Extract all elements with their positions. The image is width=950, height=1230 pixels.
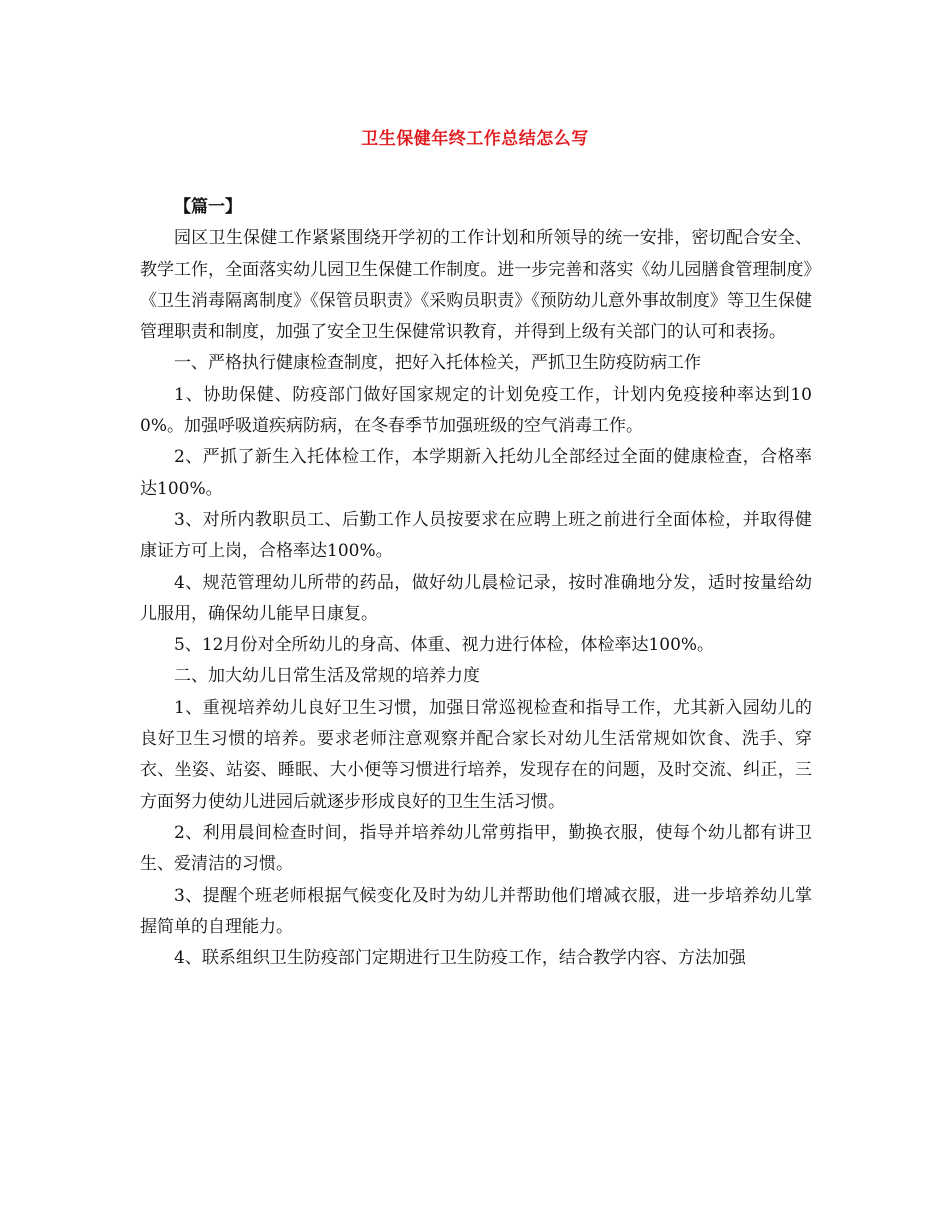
heading-two: 二、加大幼儿日常生活及常规的培养力度 <box>174 666 480 687</box>
paragraph-item-2-4: 4、联系组织卫生防疫部门定期进行卫生防疫工作，结合教学内容、方法加强 <box>174 948 746 969</box>
section-label: 【篇一】 <box>174 197 242 217</box>
paragraph-item-1-2: 2、严抓了新生入托体检工作，本学期新入托幼儿全部经过全面的健康检查，合格率达100%。 <box>140 447 812 499</box>
paragraph-item-1-3: 3、对所内教职员工、后勤工作人员按要求在应聘上班之前进行全面体检，并取得健康证方可上岗，合格率达100%。 <box>140 509 812 562</box>
paragraph-item-1-5: 5、12月份对全所幼儿的身高、体重、视力进行体检，体检率达100%。 <box>174 635 715 656</box>
paragraph-intro: 园区卫生保健工作紧紧围绕开学初的工作计划和所领导的统一安排，密切配合安全、教学工作，全面落实幼儿园卫生保健工作制度。进一步完善和落实《幼儿园膳食管理制度》《卫生消毒隔离制度》《保管员职责》《采购员职责》《预防幼儿意外事故制度》等卫生保健管理职责和制度，加强了安全卫生保健常识教育，并得到上级有关部门的认可和表扬。 <box>140 228 812 343</box>
paragraph-item-2-1: 1、重视培养幼儿良好卫生习惯，加强日常巡视检查和指导工作，尤其新入园幼儿的良好卫生习惯的培养。要求老师注意观察并配合家长对幼儿生活常规如饮食、洗手、穿衣、坐姿、站姿、睡眠、大小便等习惯进行培养，发现存在的问题，及时交流、纠正，三方面努力使幼儿进园后就逐步形成良好的卫生生活习惯。 <box>140 697 812 812</box>
paragraph-item-2-2: 2、利用晨间检查时间，指导并培养幼儿常剪指甲，勤换衣服，使每个幼儿都有讲卫生、爱清洁的习惯。 <box>140 822 812 875</box>
document-title: 卫生保健年终工作总结怎么写 <box>361 129 589 149</box>
paragraph-item-1-1: 1、协助保健、防疫部门做好国家规定的计划免疫工作，计划内免疫接种率达到100%。加强呼吸道疾病防病，在冬春季节加强班级的空气消毒工作。 <box>140 384 812 437</box>
paragraph-item-2-3: 3、提醒个班老师根据气候变化及时为幼儿并帮助他们增减衣服，进一步培养幼儿掌握简单的自理能力。 <box>140 885 812 937</box>
document-body <box>140 192 812 974</box>
heading-one: 一、严格执行健康检查制度，把好入托体检关，严抓卫生防疫防病工作 <box>174 353 701 374</box>
paragraph-item-1-4: 4、规范管理幼儿所带的药品，做好幼儿晨检记录，按时准确地分发，适时按量给幼儿服用，确保幼儿能早日康复。 <box>140 572 812 624</box>
